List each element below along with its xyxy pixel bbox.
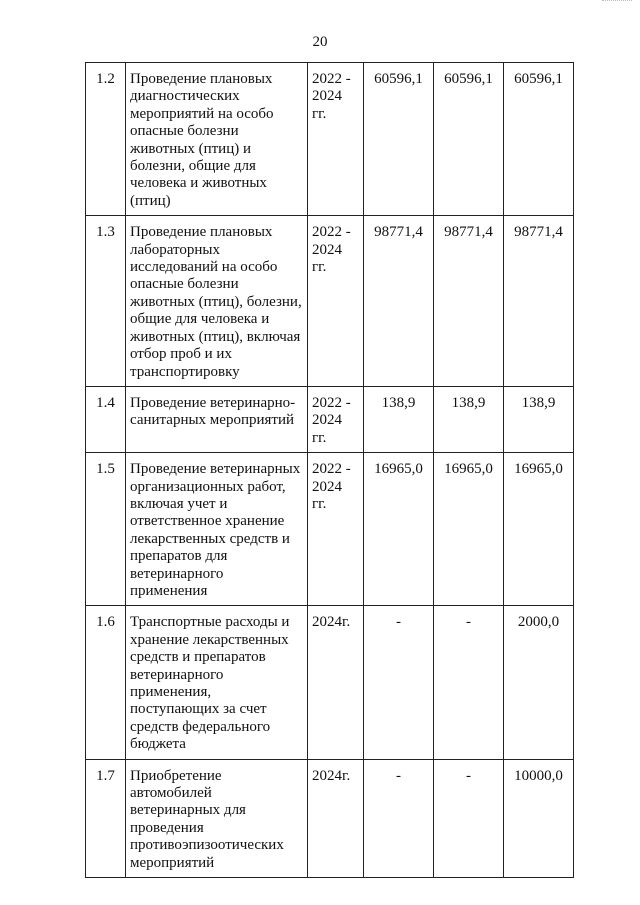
row-number: 1.7 [86, 759, 126, 877]
page-number: 20 [312, 34, 328, 50]
value-year-2: 98771,4 [434, 216, 504, 387]
value-year-1: 98771,4 [364, 216, 434, 387]
value-year-2: 138,9 [434, 386, 504, 452]
value-year-3: 60596,1 [504, 63, 574, 216]
value-year-1: 16965,0 [364, 453, 434, 606]
value-year-3: 2000,0 [504, 606, 574, 759]
value-year-3: 98771,4 [504, 216, 574, 387]
measure-name: Проведение ветеринарных организационных работ, включая учет и ответственное хранение лекарственных средств и препаратов для ветеринарного применения [126, 453, 308, 606]
value-year-2: 60596,1 [434, 63, 504, 216]
period: 2022 - 2024 гг. [308, 63, 364, 216]
row-number: 1.6 [86, 606, 126, 759]
value-year-3: 10000,0 [504, 759, 574, 877]
measure-name: Проведение плановых диагностических мероприятий на особо опасные болезни животных (птиц) и болезни, общие для человека и животных (птиц) [126, 63, 308, 216]
row-number: 1.4 [86, 386, 126, 452]
value-year-1: - [364, 606, 434, 759]
table-row [86, 759, 574, 877]
period: 2024г. [308, 759, 364, 877]
value-year-1: - [364, 759, 434, 877]
period: 2024г. [308, 606, 364, 759]
period: 2022 - 2024 гг. [308, 386, 364, 452]
table-row [86, 453, 574, 606]
value-year-1: 138,9 [364, 386, 434, 452]
value-year-2: - [434, 759, 504, 877]
measure-name: Транспортные расходы и хранение лекарственных средств и препаратов ветеринарного применения, поступающих за счет средств федерального бюджета [126, 606, 308, 759]
table-row [86, 386, 574, 452]
row-number: 1.3 [86, 216, 126, 387]
scan-corner-mark [602, 0, 632, 5]
value-year-2: 16965,0 [434, 453, 504, 606]
measure-name: Проведение ветеринарно-санитарных мероприятий [126, 386, 308, 452]
period: 2022 - 2024 гг. [308, 453, 364, 606]
measure-name: Приобретение автомобилей ветеринарных для проведения противоэпизоотических мероприятий [126, 759, 308, 877]
table-row [86, 606, 574, 759]
measure-name: Проведение плановых лабораторных исследований на особо опасные болезни животных (птиц), болезни, общие для человека и животных (птиц), включая отбор проб и их транспортировку [126, 216, 308, 387]
table-row [86, 63, 574, 216]
table-row [86, 216, 574, 387]
row-number: 1.2 [86, 63, 126, 216]
period: 2022 - 2024 гг. [308, 216, 364, 387]
value-year-3: 138,9 [504, 386, 574, 452]
row-number: 1.5 [86, 453, 126, 606]
measures-table [85, 62, 574, 878]
value-year-1: 60596,1 [364, 63, 434, 216]
value-year-2: - [434, 606, 504, 759]
value-year-3: 16965,0 [504, 453, 574, 606]
